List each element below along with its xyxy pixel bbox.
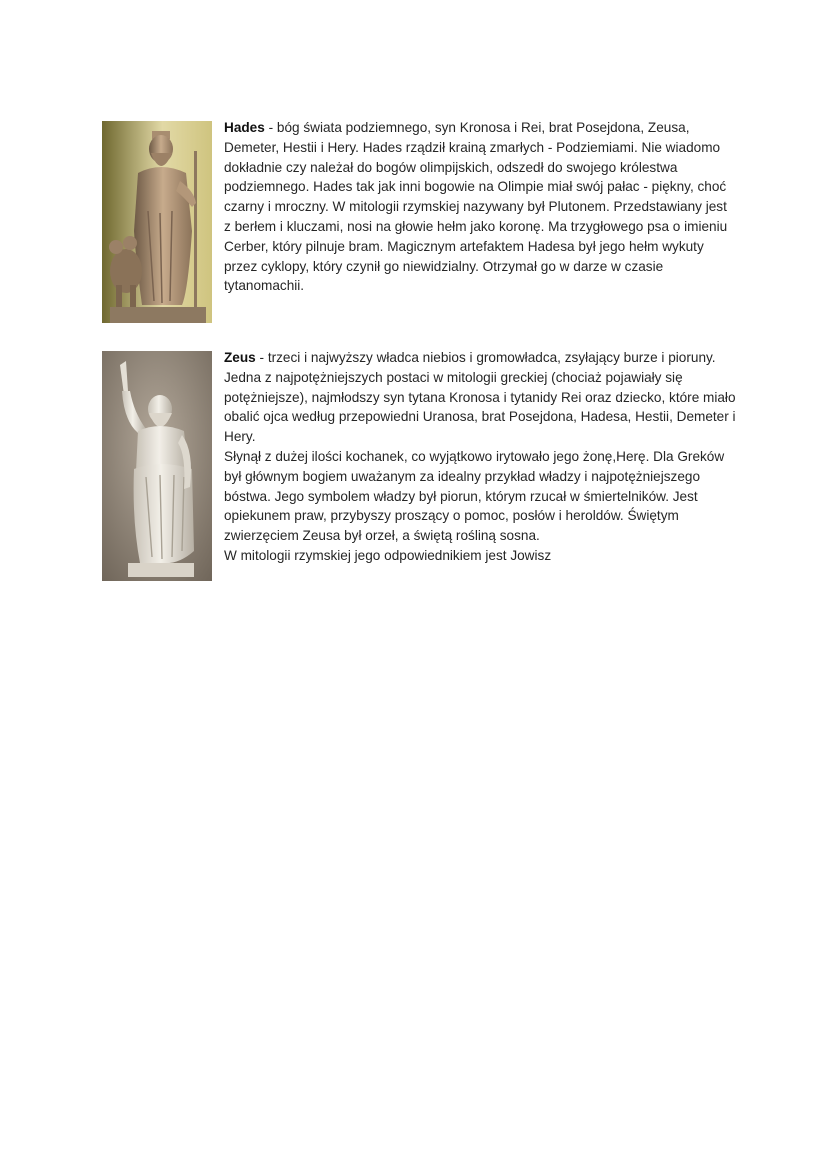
zeus-statue-illustration: [102, 351, 212, 581]
zeus-statue-image: [102, 351, 212, 581]
zeus-description: [224, 348, 736, 566]
zeus-paragraph-1: [224, 348, 736, 447]
hades-description: [224, 118, 736, 296]
hades-text: - bóg świata podziemnego, syn Kronosa i Rei, brat Posejdona, Zeusa, Demeter, Hestii i Hery. Hades rządził krainą zmarłych - Podziemiami. Nie wiadomo dokładnie czy należał do bogów olimpijskich, odszedł do swojego królestwa podziemnego. Hades tak jak inni bogowie na Olimpie miał swój pałac - piękny, choć czarny i mroczny. W mitologii rzymskiej nazywany był Plutonem. Przedstawiany jest z berłem i kluczami, nosi na głowie hełm jako koronę. Ma trzygłowego psa o imieniu Cerber, który pilnuje bram. Magicznym artefaktem Hadesa był jego hełm wykuty przez cyklopy, który czynił go niewidzialny. Otrzymał go w darze w czasie tytanomachii.: [224, 120, 728, 294]
hades-statue-image: [102, 121, 212, 323]
zeus-paragraph-2: Słynął z dużej ilości kochanek, co wyjątkowo irytowało jego żonę,Herę. Dla Greków był głównym bogiem uważanym za idealny przykład władzy i najpotężniejszego bóstwa. Jego symbolem władzy był piorun, którym rzucał w śmiertelników. Jest opiekunem praw, przybyszy proszący o pomoc, posłów i heroldów. Świętym zwierzęciem Zeusa był orzeł, a świętą rośliną sosna.: [224, 448, 725, 544]
zeus-name: Zeus: [224, 350, 256, 365]
hades-statue-illustration: [102, 121, 212, 323]
zeus-text-1: - trzeci i najwyższy władca niebios i gromowładca, zsyłający burze i pioruny. Jedna z najpotężniejszych postaci w mitologii greckiej (chociaż pojawiały się potężniejsze), najmłodszy syn tytana Kronosa i tytanidy Rei oraz dziecko, które miało obalić ojca według przepowiedni Uranosa, brat Posejdona, Hadesa, Hestii, Demeter i Hery.: [224, 350, 736, 445]
hades-name: Hades: [224, 120, 265, 135]
zeus-paragraph-3: W mitologii rzymskiej jego odpowiednikiem jest Jowisz: [224, 547, 552, 563]
